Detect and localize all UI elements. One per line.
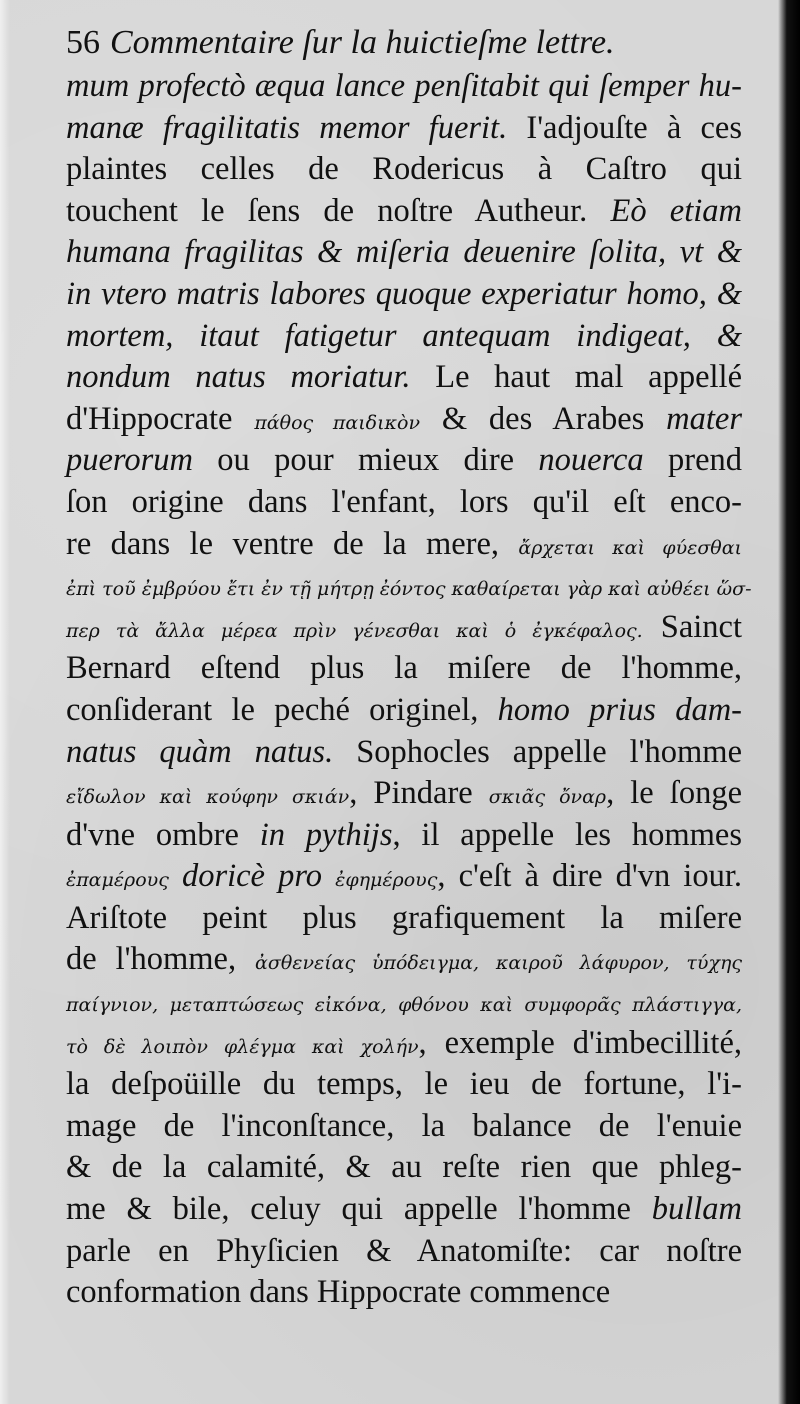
latin-quotation: doricè pro (168, 858, 336, 895)
text-line (66, 399, 742, 441)
text-line (66, 357, 742, 399)
text-line (66, 773, 742, 815)
line-text: , c'eſt à dire d'vn iour. (437, 858, 742, 895)
line-text: , le ſonge (606, 775, 742, 812)
latin-quotation: natus quàm natus. (66, 733, 334, 770)
running-title: Commentaire ſur la huictieſme lettre. (110, 24, 615, 61)
text-line (66, 524, 742, 566)
text-line (66, 1189, 742, 1231)
latin-quotation: in vtero matris labores quoque experiatur homo, & (66, 275, 742, 312)
line-text: prend (643, 442, 742, 479)
line-text: d'vne ombre (66, 816, 260, 853)
text-line (66, 66, 742, 108)
greek-quotation: πάθος παιδικὸν (254, 411, 420, 434)
line-text: Ariſtote peint plus grafiquement la miſere (66, 899, 742, 936)
line-text: I'adjouſte à ces (507, 109, 742, 146)
latin-quotation: nondum natus moriatur. (66, 359, 411, 396)
text-line (66, 565, 752, 607)
greek-quotation: σκιᾶς ὄναρ (488, 786, 607, 809)
greek-quotation: παίγνιον, μεταπτώσεως εἰκόνα, φθόνου καὶ συμφορᾶς πλάστιγγα, (66, 994, 742, 1017)
text-block (66, 20, 752, 1314)
line-text: parle en Phyſicien & Anatomiſte: car noſtre (66, 1232, 742, 1269)
latin-quotation: nouerca (538, 442, 644, 479)
greek-quotation: ἐπαμέρους (66, 869, 169, 892)
line-text: Sophocles appelle l'homme (333, 733, 742, 770)
text-line (66, 732, 742, 774)
greek-quotation: τὸ δὲ λοιπὸν φλέγμα καὶ χολήν (66, 1035, 419, 1058)
page-edge-right (778, 0, 800, 1404)
text-line (66, 1147, 742, 1189)
greek-quotation: ἐφημέρους (335, 869, 438, 892)
body-text (66, 66, 752, 1314)
text-line (66, 856, 742, 898)
text-line (66, 191, 742, 233)
latin-quotation: Eò etiam (610, 192, 742, 229)
line-text: de l'homme, (66, 941, 256, 978)
line-text: touchent le ſens de noſtre Autheur. (66, 192, 611, 229)
greek-quotation: ἀσθενείας ὑπόδειγμα, καιροῦ λάφυρον, τύχης (255, 952, 743, 975)
latin-quotation: homo prius dam- (497, 691, 742, 728)
line-text: , Pindare (349, 775, 489, 812)
line-text: & de la calamité, & au reſte rien que phleg- (66, 1149, 742, 1186)
text-line (66, 607, 742, 649)
line-text: , il appelle les hommes (392, 816, 742, 853)
line-text: mage de l'inconſtance, la balance de l'enuie (66, 1107, 742, 1144)
latin-quotation: manæ fragilitatis memor fuerit. (66, 109, 508, 146)
latin-quotation: mum profectò æqua lance penſitabit qui ſemper hu- (66, 68, 742, 104)
text-line (66, 1023, 742, 1065)
line-text: conformation dans Hippocrate commence (66, 1274, 611, 1311)
greek-quotation: περ τὰ ἄλλα μέρεα πρὶν γένεσθαι καὶ ὁ ἐγκέφαλος. (66, 619, 643, 642)
line-text: plaintes celles de Rodericus à Caſtro qui (66, 151, 742, 188)
latin-quotation: in pythijs (259, 816, 393, 853)
line-text: , exemple d'imbecillité, (418, 1024, 742, 1061)
page-edge-left (0, 0, 10, 1404)
line-text: Bernard eſtend plus la miſere de l'homme, (66, 650, 742, 687)
greek-quotation: εἴδωλον καὶ κούφην σκιάν (66, 786, 350, 809)
text-line (66, 1064, 742, 1106)
line-text: la deſpoüille du temps, le ieu de fortune, l'i- (66, 1066, 742, 1103)
greek-quotation: ἐπὶ τοῦ ἐμβρύου ἔτι ἐν τῇ μήτρῃ ἐόντος καθαίρεται γὰρ καὶ αὐθέει ὥσ- (66, 578, 752, 601)
text-line (66, 316, 742, 358)
text-line (66, 898, 742, 940)
text-line (66, 1231, 742, 1273)
line-text: Le haut mal appellé (410, 359, 742, 396)
text-line (66, 690, 742, 732)
text-line (66, 440, 742, 482)
latin-quotation: bullam (651, 1191, 742, 1228)
text-line (66, 1106, 742, 1148)
text-line (66, 274, 742, 316)
running-header (66, 20, 742, 66)
latin-quotation: mater (666, 400, 742, 437)
line-text: & des Arabes (420, 400, 667, 437)
page-number: 56 (66, 24, 100, 61)
latin-quotation: humana fragilitas & miſeria deuenire ſolita, vt & (66, 234, 742, 271)
text-line (66, 939, 742, 981)
text-line (66, 108, 742, 150)
text-line (66, 482, 742, 524)
greek-quotation: ἄρχεται καὶ φύεσθαι (518, 536, 743, 559)
text-line (66, 232, 742, 274)
line-text: conſiderant le peché originel, (66, 691, 498, 728)
text-line (66, 815, 742, 857)
line-text: Sainct (642, 608, 743, 645)
line-text: ſon origine dans l'enfant, lors qu'il eſt enco- (66, 483, 742, 520)
line-text: me & bile, celuy qui appelle l'homme (66, 1191, 652, 1228)
text-line (66, 648, 742, 690)
text-line (66, 149, 742, 191)
line-text: ou pour mieux dire (193, 442, 539, 479)
line-text: d'Hippocrate (66, 400, 255, 437)
text-line (66, 1272, 742, 1314)
latin-quotation: mortem, itaut fatigetur antequam indigeat, & (66, 317, 742, 354)
line-text: re dans le ventre de la mere, (66, 525, 519, 562)
latin-quotation: puerorum (66, 442, 193, 479)
text-line (66, 981, 742, 1023)
